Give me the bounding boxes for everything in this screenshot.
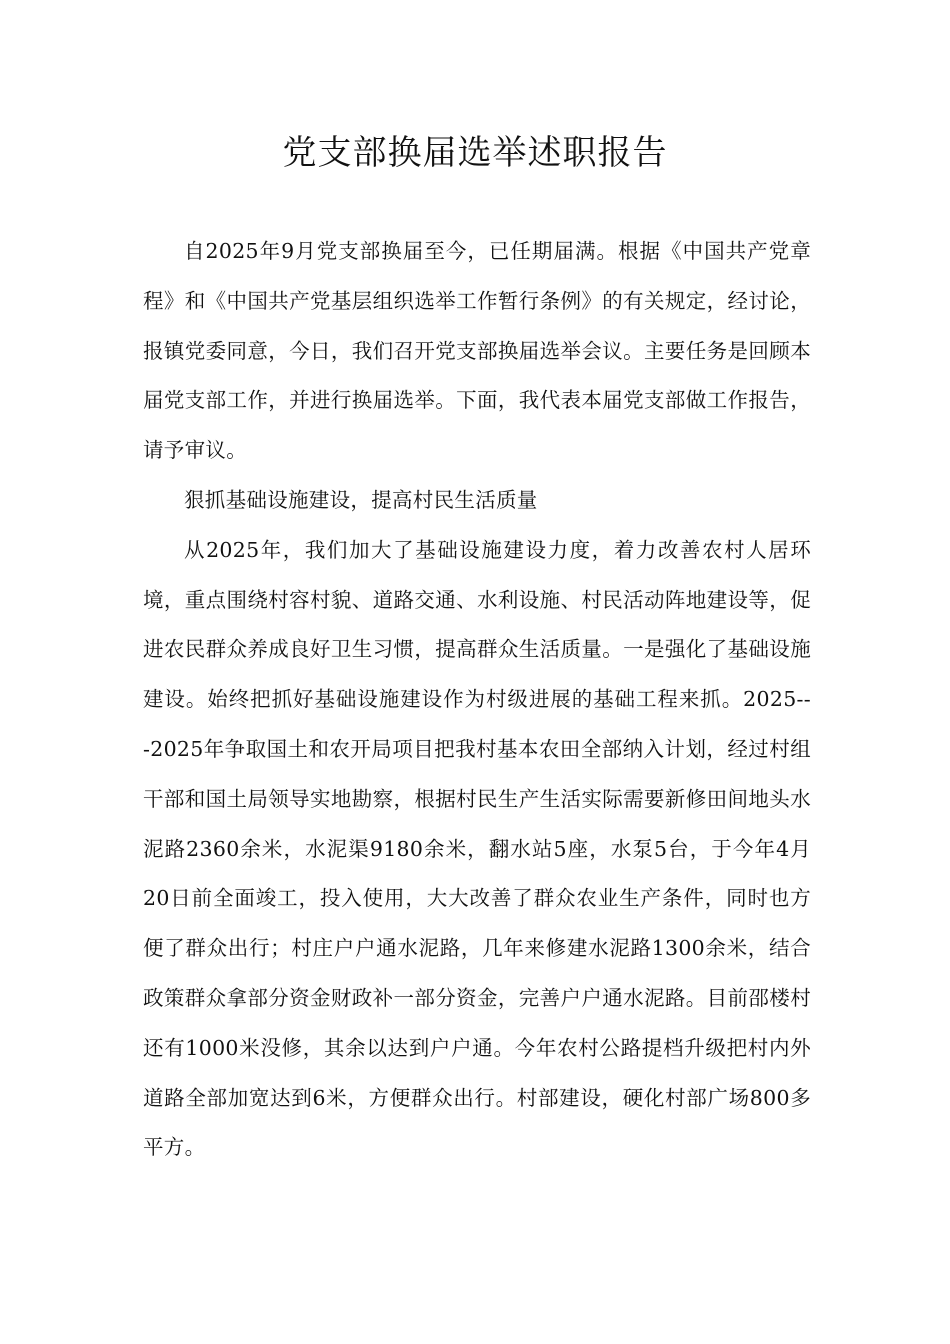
paragraph-infrastructure: 从2025年，我们加大了基础设施建设力度，着力改善农村人居环境，重点围绕村容村貌、道路交通、水利设施、村民活动阵地建设等，促进农民群众养成良好卫生习惯，提高群众生活质量。一是强化了基础设施建设。始终把抓好基础设施建设作为村级进展的基础工程来抓。2025---2025年争取国土和农开局项目把我村基本农田全部纳入计划，经过村组干部和国土局领导实地勘察，根据村民生产生活实际需要新修田间地头水泥路2360余米，水泥渠9180余米，翻水站5座，水泵5台，于今年4月20日前全面竣工，投入使用，大大改善了群众农业生产条件，同时也方便了群众出行；村庄户户通水泥路，几年来修建水泥路1300余米，结合政策群众拿部分资金财政补一部分资金，完善户户通水泥路。目前邵楼村还有1000米没修，其余以达到户户通。今年农村公路提档升级把村内外道路全部加宽达到6米，方便群众出行。村部建设，硬化村部广场800多平方。 bbox=[143, 537, 811, 1160]
section-heading: 狠抓基础设施建设，提高村民生活质量 bbox=[184, 487, 538, 512]
paragraph-intro: 自2025年9月党支部换届至今，已任期届满。根据《中国共产党章程》和《中国共产党基层组织选举工作暂行条例》的有关规定，经讨论，报镇党委同意，今日，我们召开党支部换届选举会议。主要任务是回顾本届党支部工作，并进行换届选举。下面，我代表本届党支部做工作报告，请予审议。 bbox=[143, 239, 811, 463]
document-body bbox=[143, 227, 811, 1173]
document-title: 党支部换届选举述职报告 bbox=[282, 133, 668, 173]
